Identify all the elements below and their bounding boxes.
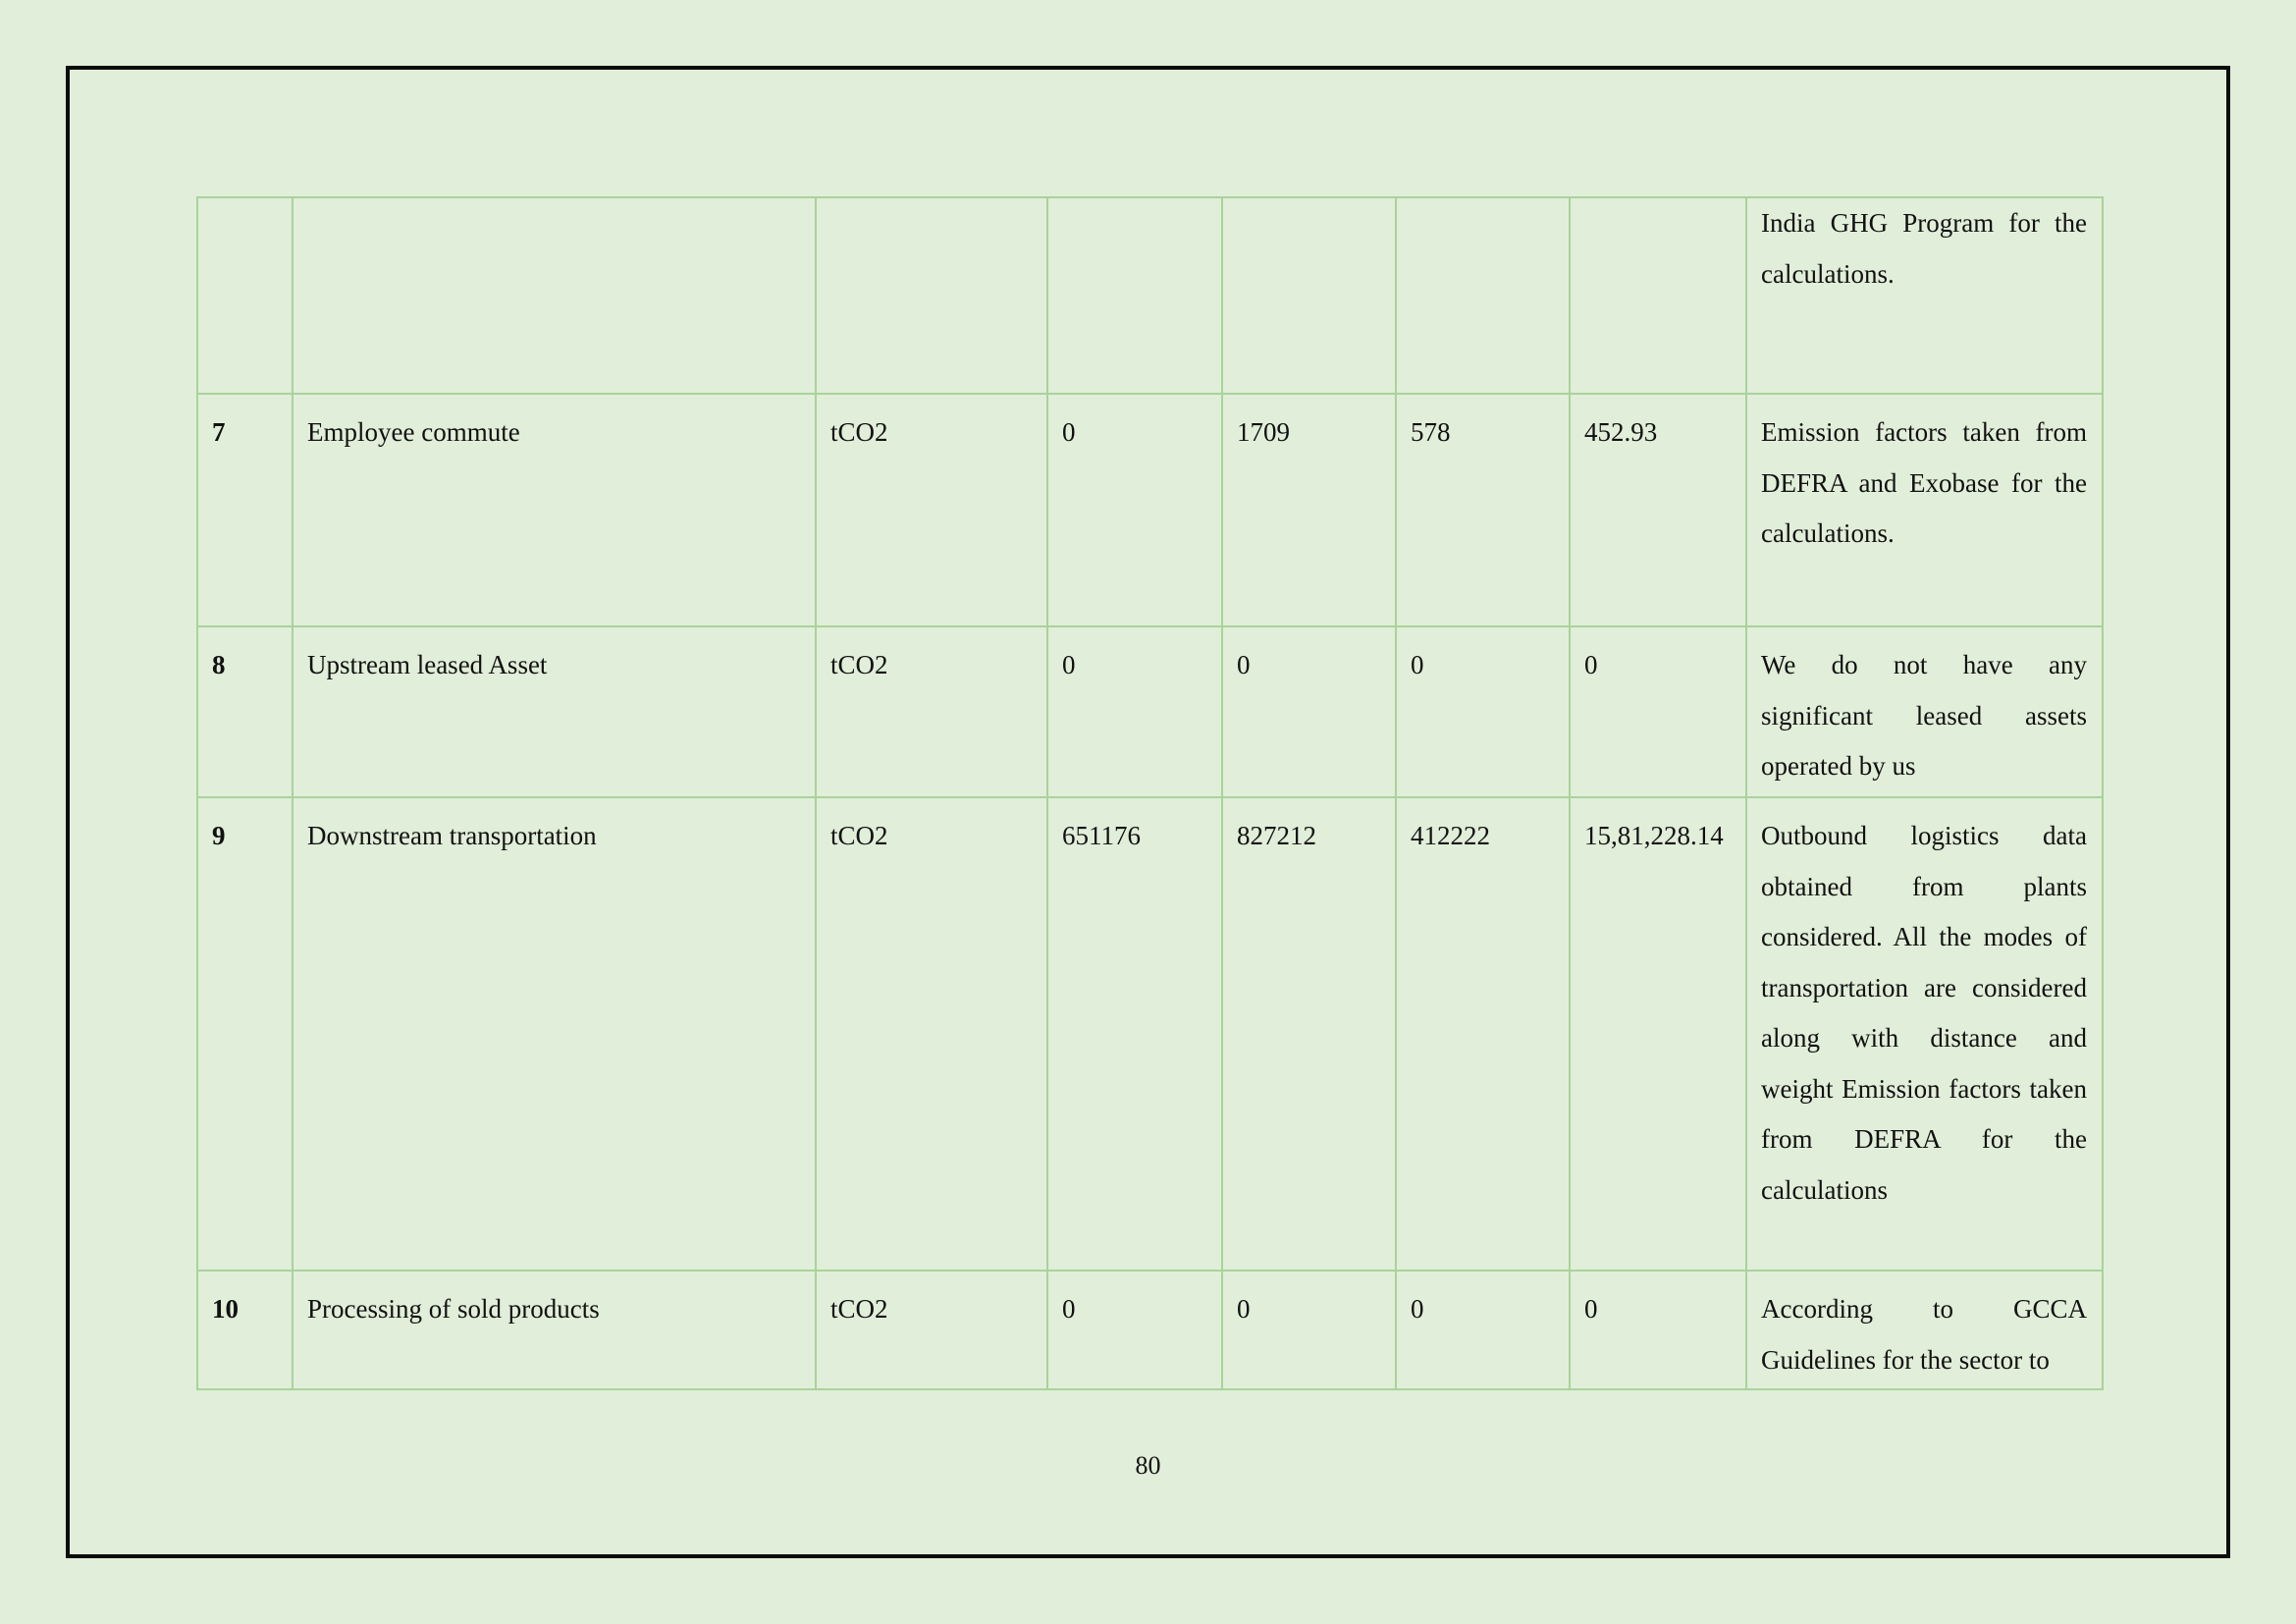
row-number-cell: 7 [197, 394, 293, 626]
table-row [197, 1271, 2103, 1389]
value-cell: 0 [1047, 626, 1222, 797]
row-number-cell [197, 197, 293, 394]
value-cell: 651176 [1047, 797, 1222, 1271]
value-cell: 0 [1047, 1271, 1222, 1389]
value-cell: 15,81,228.14 [1570, 797, 1746, 1271]
value-cell [1047, 197, 1222, 394]
value-cell: 827212 [1222, 797, 1396, 1271]
value-cell: 0 [1570, 626, 1746, 797]
table-row [197, 394, 2103, 626]
value-cell [1570, 197, 1746, 394]
value-cell [1222, 197, 1396, 394]
unit-cell: tCO2 [816, 1271, 1047, 1389]
value-cell: 0 [1222, 1271, 1396, 1389]
row-number-cell: 9 [197, 797, 293, 1271]
scope3-emissions-table [196, 196, 2104, 1390]
value-cell: 452.93 [1570, 394, 1746, 626]
category-cell: Employee commute [293, 394, 816, 626]
value-cell: 1709 [1222, 394, 1396, 626]
value-cell: 578 [1396, 394, 1570, 626]
value-cell: 0 [1047, 394, 1222, 626]
remarks-cell: We do not have any significant leased assets operated by us [1746, 626, 2103, 797]
remarks-cell: India GHG Program for the calculations. [1746, 197, 2103, 394]
category-cell: Upstream leased Asset [293, 626, 816, 797]
unit-cell: tCO2 [816, 626, 1047, 797]
value-cell: 0 [1396, 626, 1570, 797]
table-row [197, 797, 2103, 1271]
remarks-cell: Outbound logistics data obtained from plants considered. All the modes of transportation are considered along with distance and weight Emission factors taken from DEFRA for the calculations [1746, 797, 2103, 1271]
category-cell: Downstream transportation [293, 797, 816, 1271]
value-cell [1396, 197, 1570, 394]
page-number: 80 [1135, 1451, 1161, 1480]
unit-cell: tCO2 [816, 394, 1047, 626]
value-cell: 412222 [1396, 797, 1570, 1271]
row-number-cell: 8 [197, 626, 293, 797]
table-row [197, 197, 2103, 394]
unit-cell [816, 197, 1047, 394]
remarks-cell: Emission factors taken from DEFRA and Exobase for the calculations. [1746, 394, 2103, 626]
value-cell: 0 [1570, 1271, 1746, 1389]
value-cell: 0 [1222, 626, 1396, 797]
row-number-cell: 10 [197, 1271, 293, 1389]
value-cell: 0 [1396, 1271, 1570, 1389]
table-row [197, 626, 2103, 797]
remarks-cell: According to GCCA Guidelines for the sector to [1746, 1271, 2103, 1389]
unit-cell: tCO2 [816, 797, 1047, 1271]
category-cell [293, 197, 816, 394]
category-cell: Processing of sold products [293, 1271, 816, 1389]
